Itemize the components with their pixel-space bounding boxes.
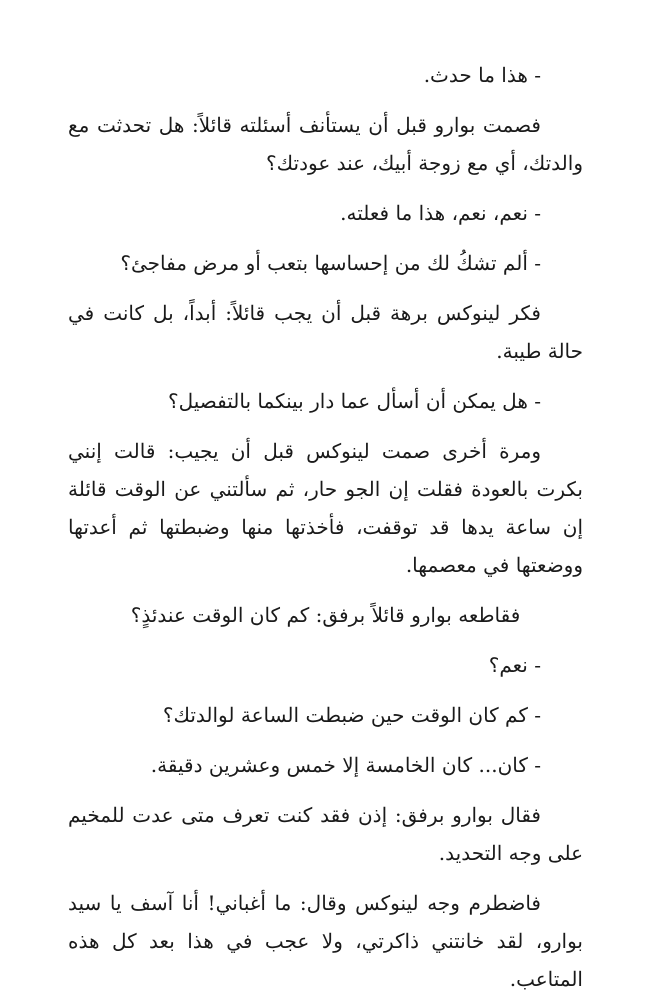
dialogue-line: - كان... كان الخامسة إلا خمس وعشرين دقيقة.: [150, 753, 541, 777]
narrative-paragraph: ومرة أخرى صمت لينوكس قبل أن يجيب: قالت إنني بكرت بالعودة فقلت إن الجو حار، ثم سألتني عن الوقت قائلة إن ساعة يدها قد توقفت، فأخذتها منها وضبطتها ثم أعدتها ووضعتها في معصمها.: [68, 439, 583, 577]
narrative-line: فقاطعه بوارو قائلاً برفق: كم كان الوقت عندئذٍ؟: [130, 603, 521, 627]
dialogue-line: - هل يمكن أن أسأل عما دار بينكما بالتفصيل؟: [168, 389, 541, 413]
dialogue-line: - هذا ما حدث.: [423, 63, 541, 87]
narrative-paragraph: فاضطرم وجه لينوكس وقال: ما أغباني! أنا آسف يا سيد بوارو، لقد خانتني ذاكرتي، ولا عجب في هذا بعد كل هذه المتاعب.: [68, 891, 583, 991]
narrative-paragraph: فصمت بوارو قبل أن يستأنف أسئلته قائلاً: هل تحدثت مع والدتك، أي مع زوجة أبيك، عند عودتك؟: [68, 113, 583, 175]
dialogue-line: - كم كان الوقت حين ضبطت الساعة لوالدتك؟: [162, 703, 541, 727]
dialogue-line: - ألم تشكُ لك من إحساسها بتعب أو مرض مفاجئ؟: [120, 251, 541, 275]
narrative-paragraph: فقال بوارو برفق: إذن فقد كنت تعرف متى عدت للمخيم على وجه التحديد.: [68, 803, 583, 865]
dialogue-line: - نعم، نعم، هذا ما فعلته.: [340, 201, 541, 225]
dialogue-line: - نعم؟: [488, 653, 541, 677]
narrative-paragraph: فكر لينوكس برهة قبل أن يجب قائلاً: أبداً، بل كانت في حالة طيبة.: [68, 301, 583, 363]
